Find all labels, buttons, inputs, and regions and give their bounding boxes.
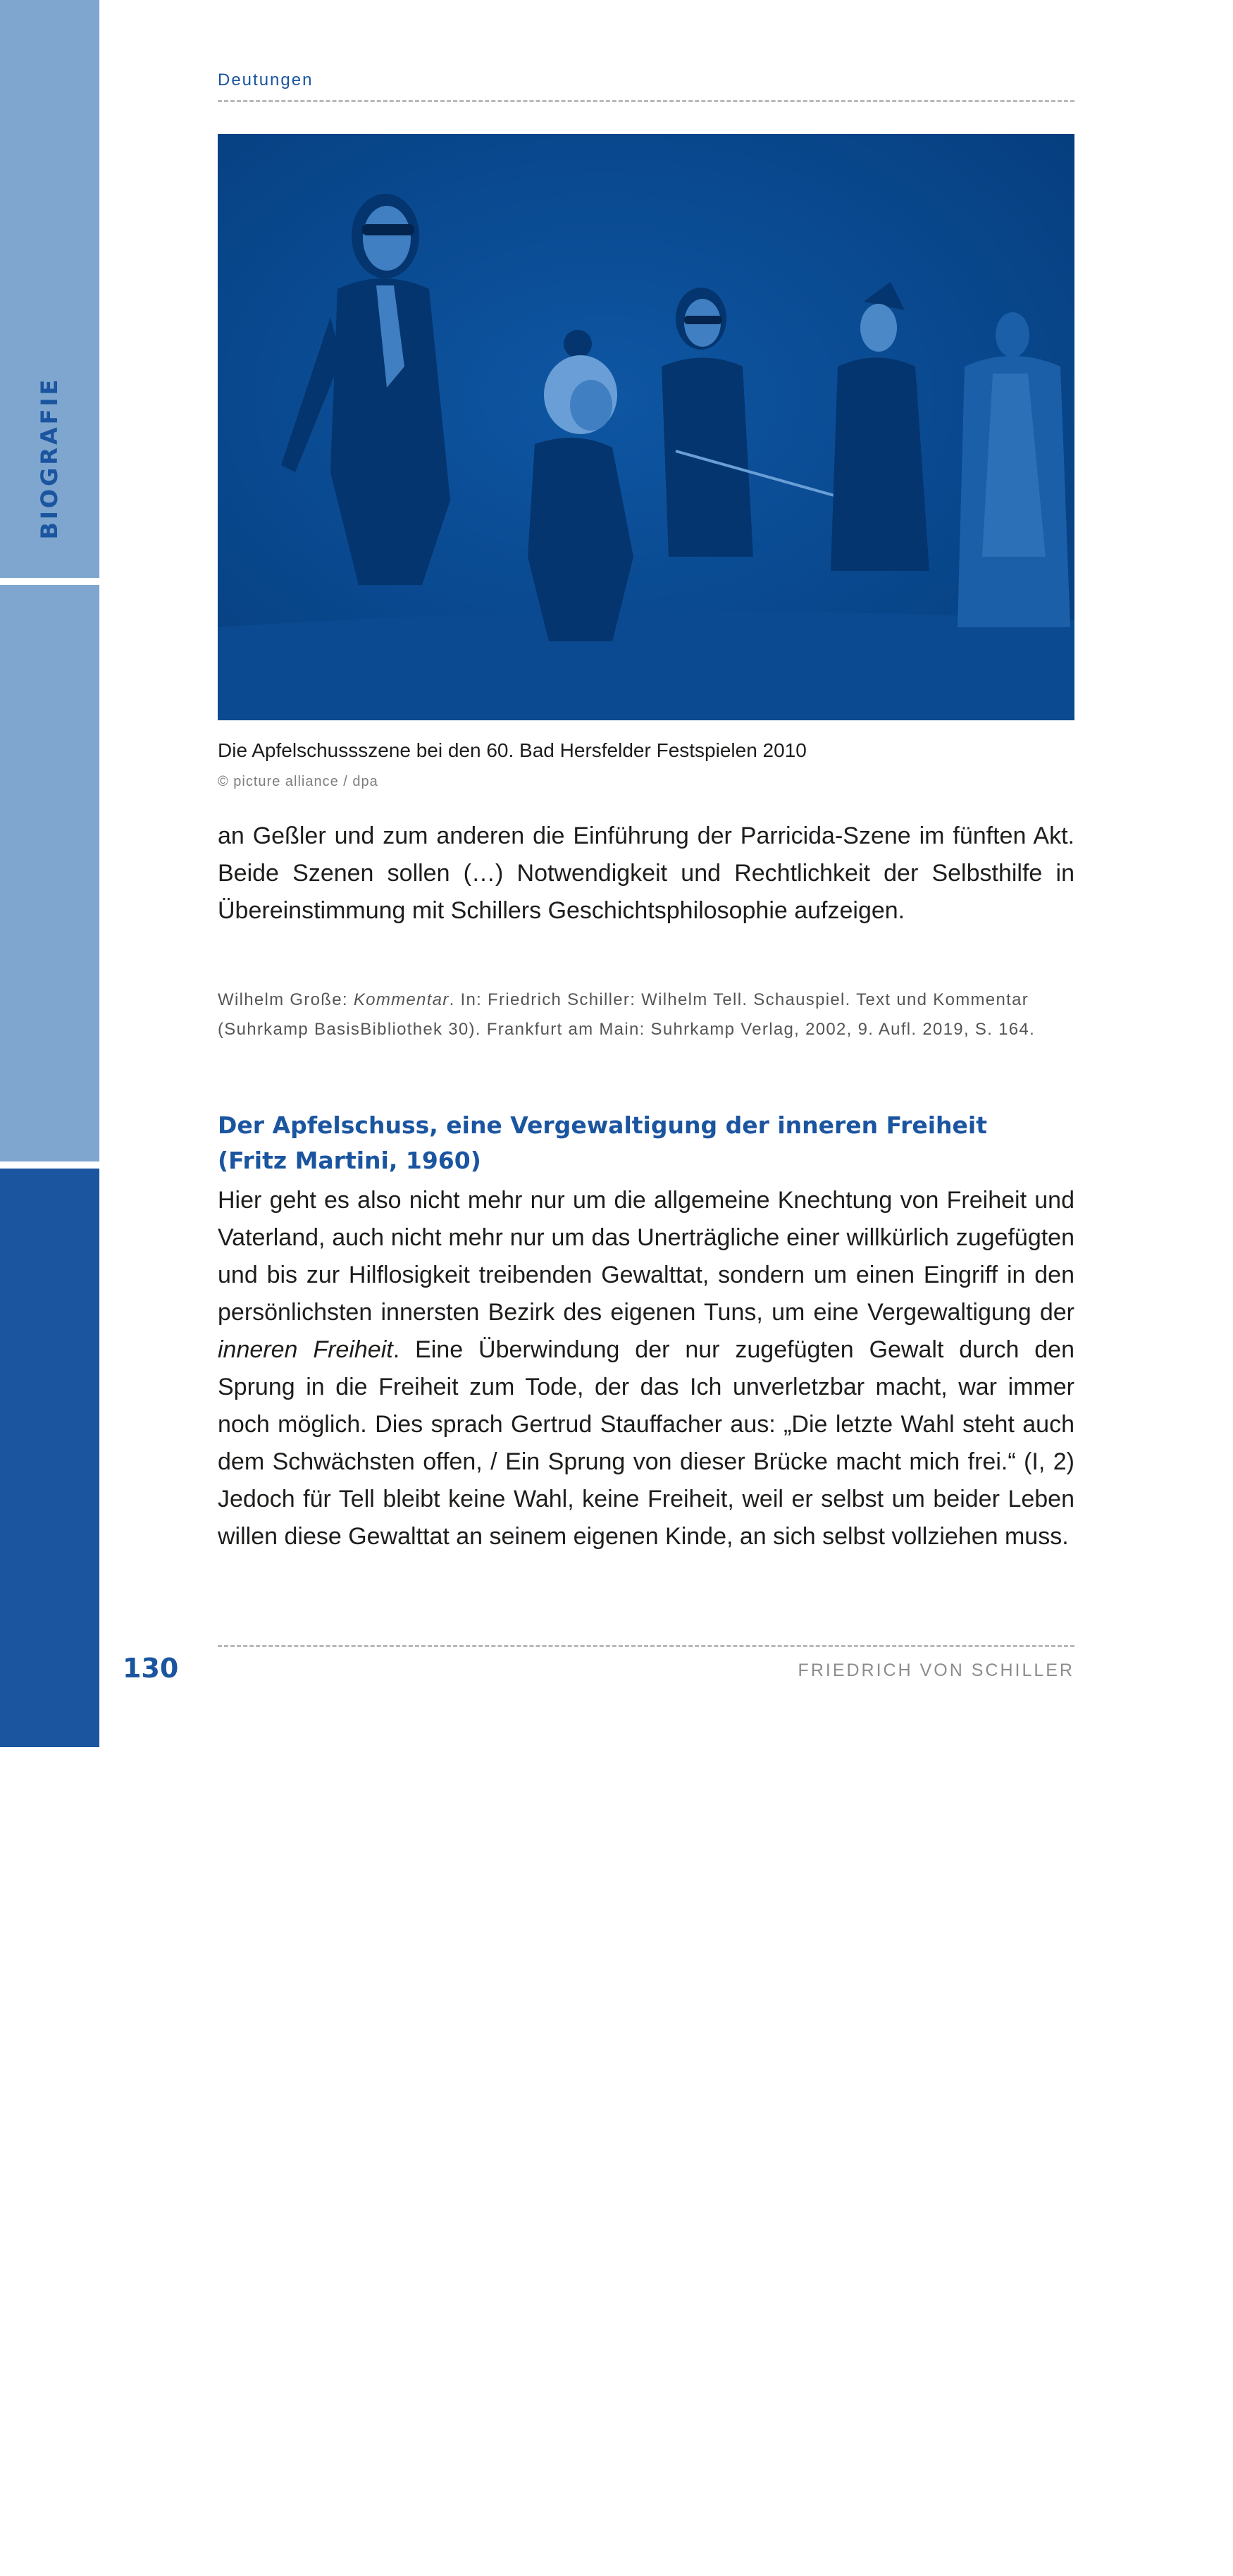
footer-divider (218, 1645, 1074, 1647)
body-text-start: Hier geht es also nicht mehr nur um die allgemeine Knechtung von Freiheit und Vaterland, auch nicht mehr nur um das Unerträgliche einer willkürlich zugefügten und bis zur Hilflosigkeit treibenden Gewalttat, sondern um einen Eingriff in den persönlichsten innersten Bezirk des eigenen Tuns, um eine Vergewaltigung der (218, 1187, 1074, 1326)
body-text-end: . Eine Überwindung der nur zugefügten Gewalt durch den Sprung in die Freiheit zum Tode, der das Ich unverletzbar macht, war immer noch möglich. Dies sprach Gertrud Stauffacher aus: „Die letzte Wahl steht auch dem Schwächsten offen, / Ein Sprung von dieser Brücke macht mich frei.“ (I, 2) Jedoch für Tell bleibt keine Wahl, keine Freiheit, weil er selbst um beider Leben willen diese Gewalttat an seinem eigenen Kinde, an sich selbst vollziehen muss. (218, 1336, 1074, 1550)
section-heading-source: (Fritz Martini, 1960) (218, 1147, 481, 1174)
header-divider (218, 100, 1074, 102)
photo-caption: Die Apfelschussszene bei den 60. Bad Hersfelder Festspielen 2010 (218, 739, 807, 761)
tab-materialien-label: MATERIALIEN (36, 2375, 63, 2576)
citation-title: Kommentar (353, 990, 450, 1009)
tab-materialien[interactable] (0, 1169, 99, 2576)
photo-credit: © picture alliance / dpa (218, 774, 378, 789)
body-text-emphasis: inneren Freiheit (218, 1336, 393, 1363)
citation-author: Wilhelm Große: (218, 990, 348, 1009)
stage-photo (218, 134, 1074, 720)
quote-paragraph: an Geßler und zum anderen die Einführung der Parricida-Szene im fünften Akt. Beide Szenen sollen (…) Notwendigkeit und Rechtlichkeit der Selbsthilfe in Übereinstimmung mit Schillers Geschichtsphilosophie aufzeigen. (218, 822, 1074, 924)
citation (218, 985, 1074, 1044)
page-number: 130 (123, 1653, 179, 1684)
running-footer: FRIEDRICH VON SCHILLER (798, 1660, 1074, 1680)
side-tabs (0, 0, 99, 2576)
section-heading-title: Der Apfelschuss, eine Vergewaltigung der inneren Freiheit (218, 1111, 988, 1139)
tab-biografie-label: BIOGRAFIE (36, 376, 63, 540)
running-header: Deutungen (218, 70, 314, 90)
tab-biografie[interactable] (0, 0, 99, 578)
section-heading (218, 1108, 1074, 1178)
tab-wort-und-sacherklaerungen[interactable] (0, 585, 99, 1161)
body-paragraph (218, 1182, 1074, 1555)
citation-details: . In: Friedrich Schiller: Wilhelm Tell. Schauspiel. Text und Kommentar (Suhrkamp BasisBibliothek 30). Frankfurt am Main: Suhrkamp Verlag, 2002, 9. Aufl. 2019, S. 164. (218, 990, 1036, 1039)
